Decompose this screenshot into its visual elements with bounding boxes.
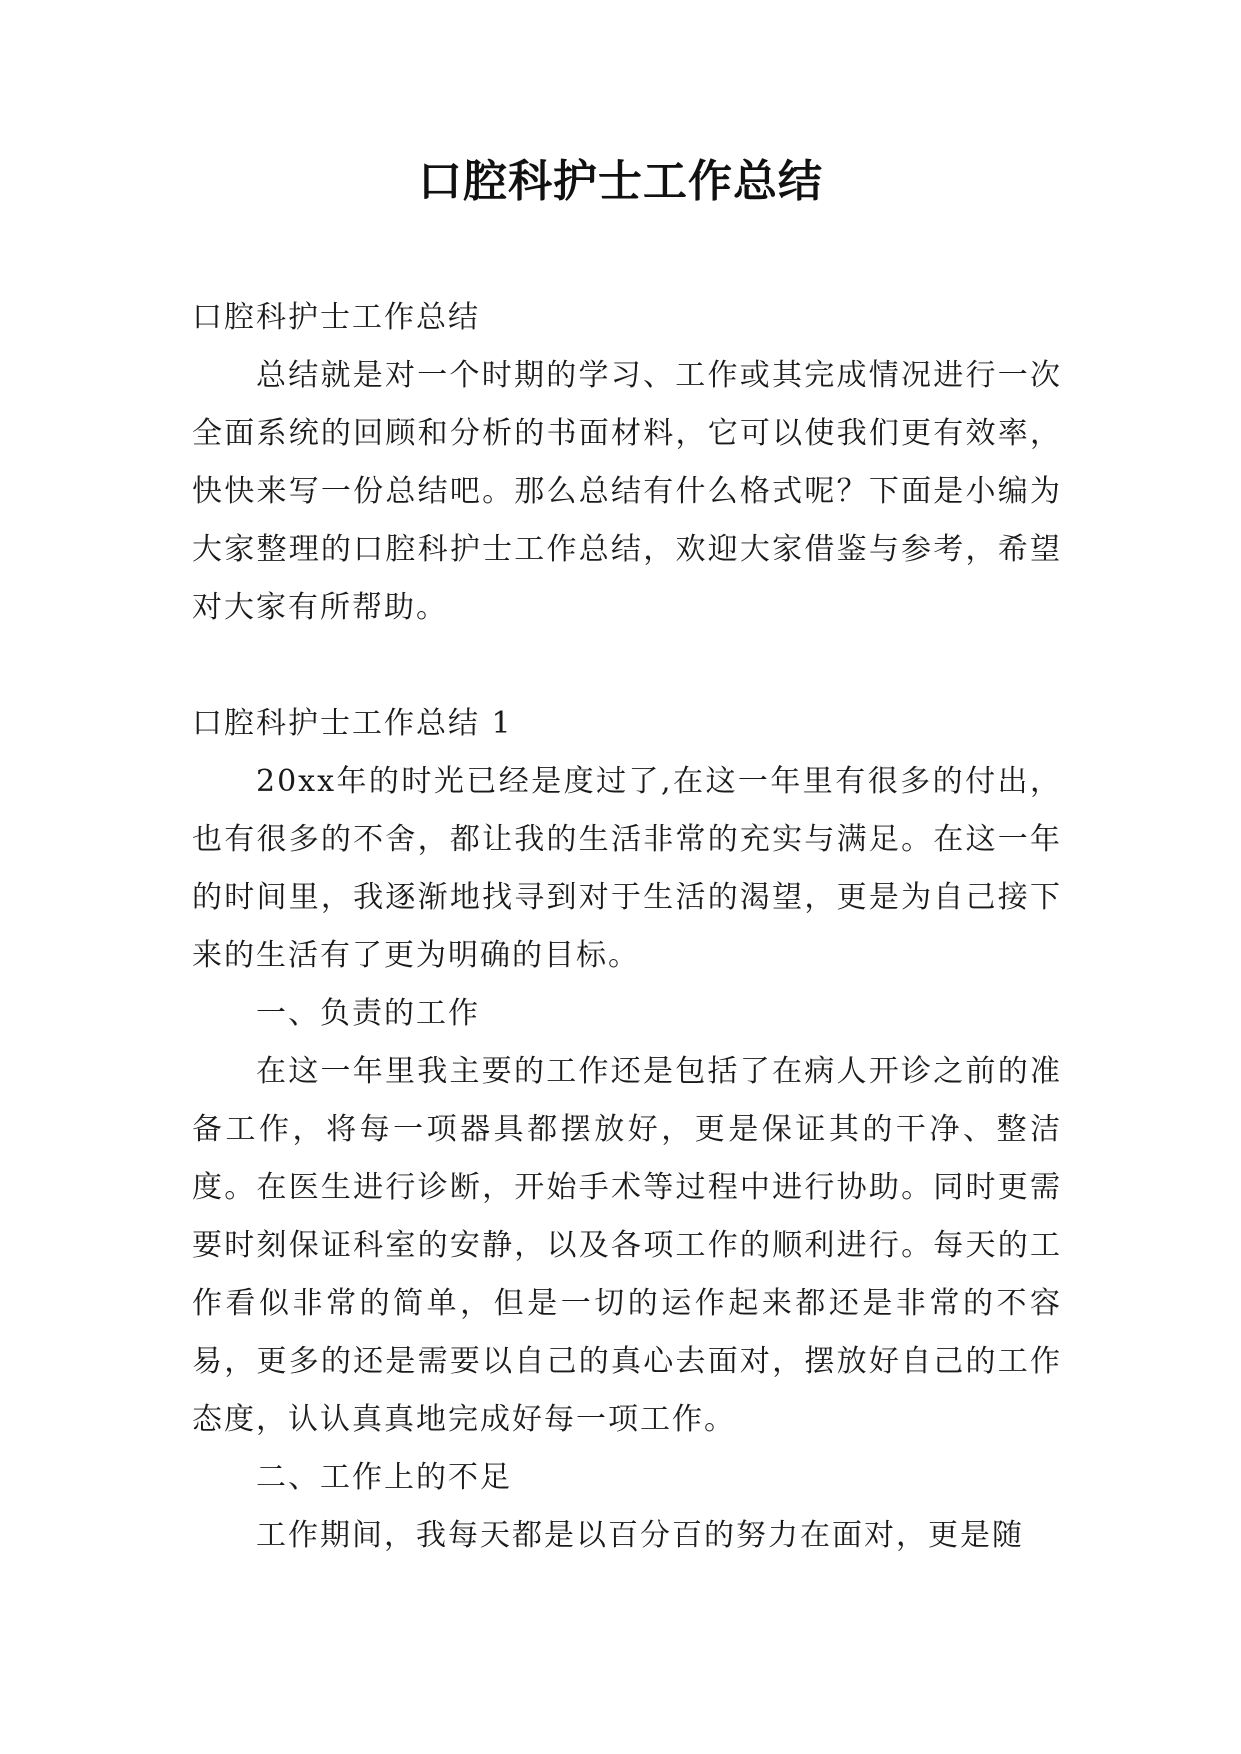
shortcoming-paragraph: 工作期间，我每天都是以百分百的努力在面对，更是随 <box>256 1518 1024 1553</box>
heading-responsible-work: 一、负责的工作 <box>256 996 480 1031</box>
section-paragraph: 20xx年的时光已经是度过了,在这一年里有很多的付出，也有很多的不舍，都让我的生活非常的充实与满足。在这一年的时间里，我逐渐地找寻到对于生活的渴望，更是为自己接下来的生活有了更为明确的目标。 <box>192 764 1062 973</box>
work-paragraph: 在这一年里我主要的工作还是包括了在病人开诊之前的准备工作，将每一项器具都摆放好，更是保证其的干净、整洁度。在医生进行诊断，开始手术等过程中进行协助。同时更需要时刻保证科室的安静，以及各项工作的顺利进行。每天的工作看似非常的简单，但是一切的运作起来都还是非常的不容易，更多的还是需要以自己的真心去面对，摆放好自己的工作态度，认认真真地完成好每一项工作。 <box>192 1054 1062 1437</box>
heading-shortcomings: 二、工作上的不足 <box>256 1460 512 1495</box>
subtitle: 口腔科护士工作总结 <box>192 300 480 335</box>
section-title: 口腔科护士工作总结 1 <box>192 706 513 741</box>
intro-paragraph: 总结就是对一个时期的学习、工作或其完成情况进行一次全面系统的回顾和分析的书面材料，它可以使我们更有效率，快快来写一份总结吧。那么总结有什么格式呢？下面是小编为大家整理的口腔科护士工作总结，欢迎大家借鉴与参考，希望对大家有所帮助。 <box>192 358 1062 625</box>
document-title: 口腔科护士工作总结 <box>418 156 823 207</box>
document-body <box>192 289 1062 1565</box>
